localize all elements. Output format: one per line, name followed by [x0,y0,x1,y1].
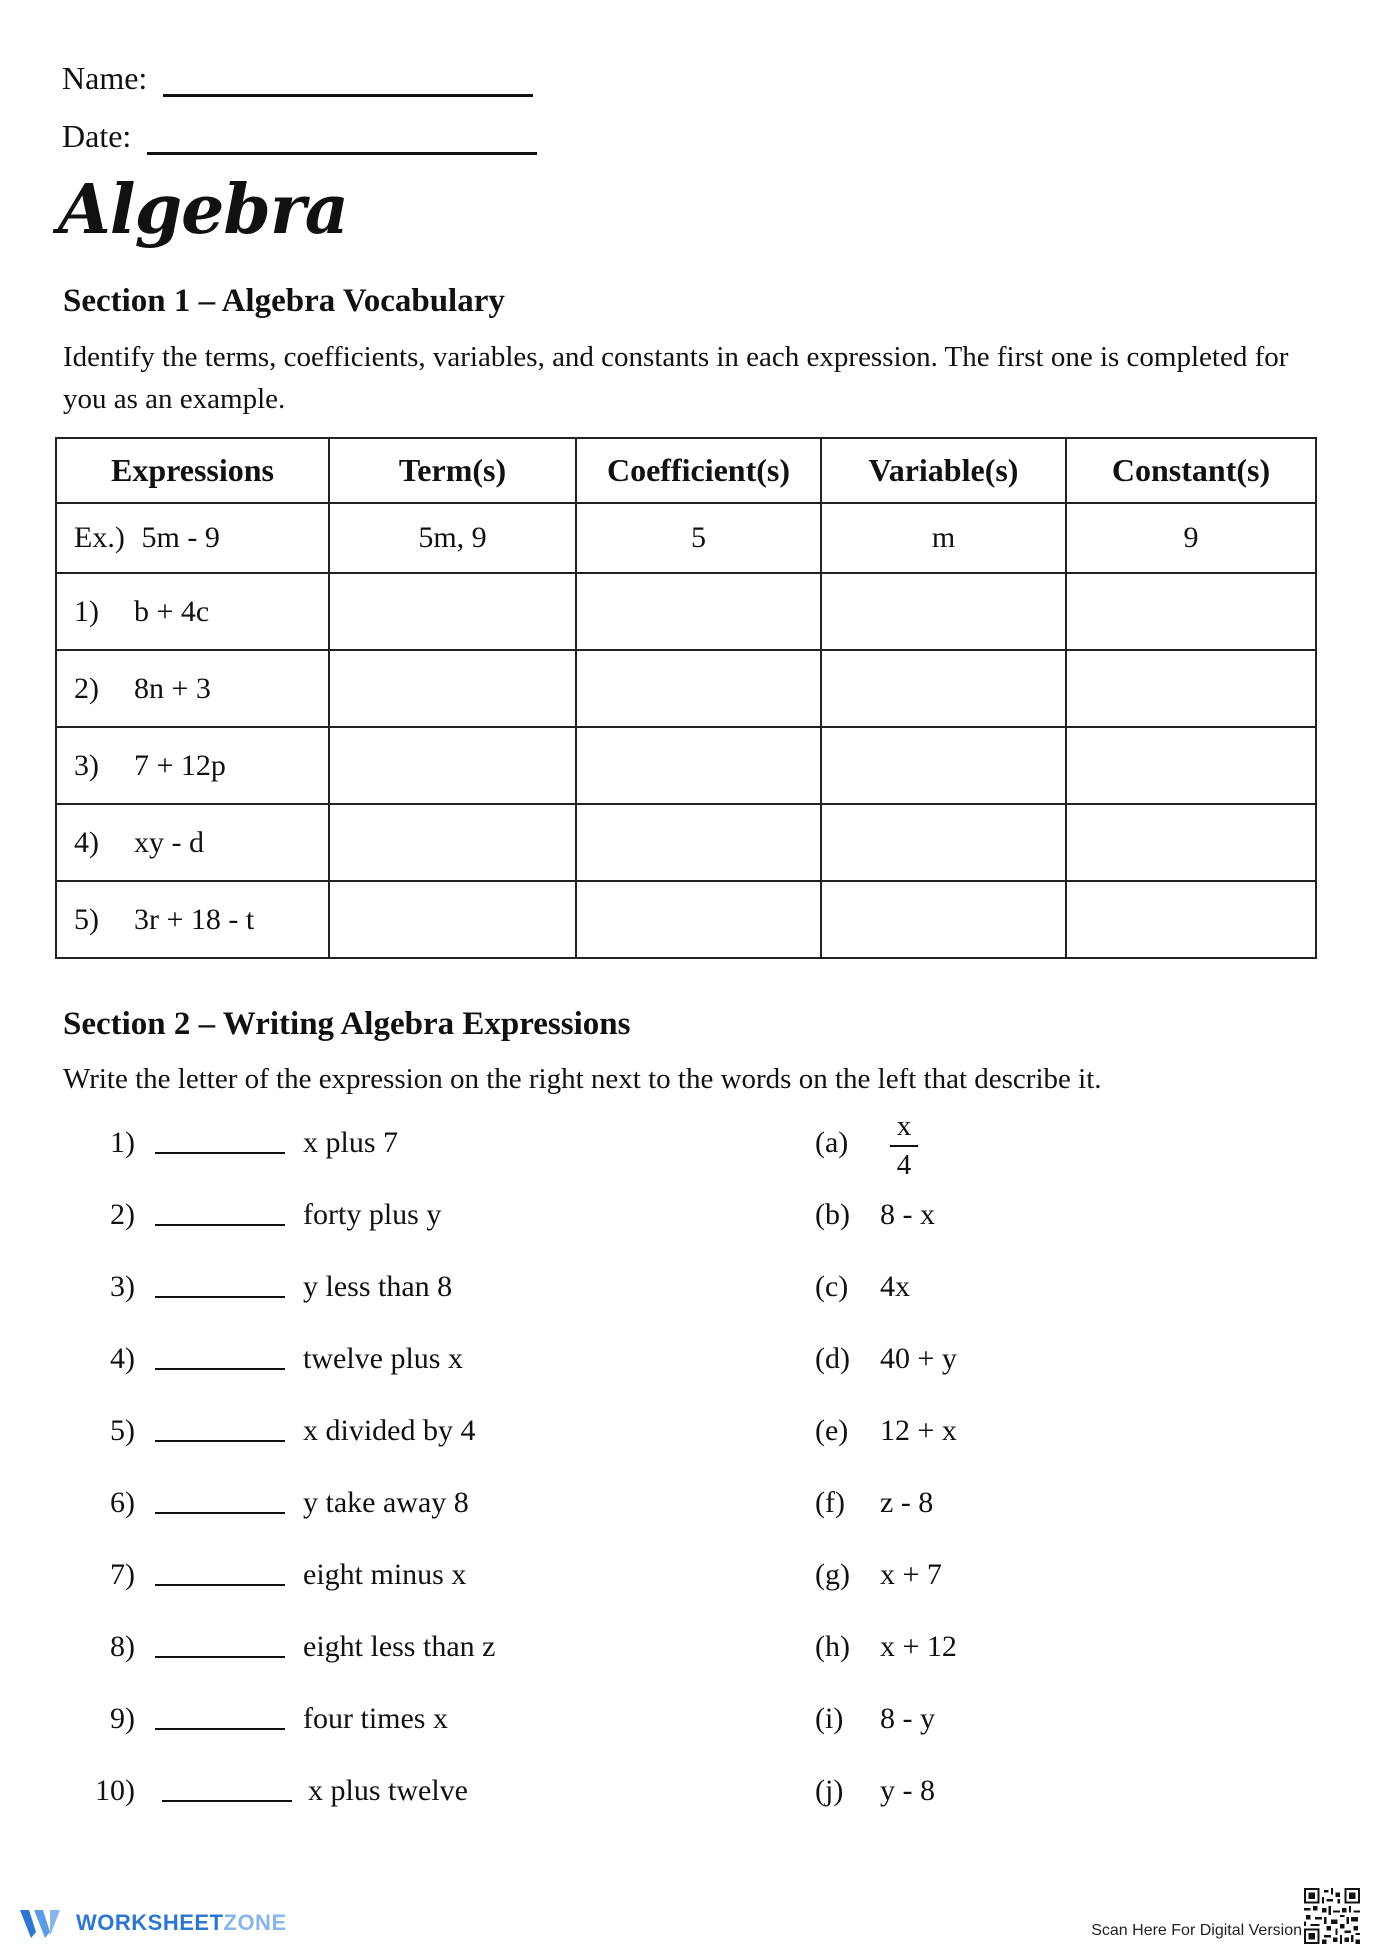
col-header-constants: Constant(s) [1066,438,1316,503]
answer-blank[interactable] [155,1224,285,1226]
page-title: Algebra [58,170,348,250]
answer-blank[interactable] [155,1656,285,1658]
option-expression: 40 + y [880,1342,957,1375]
worksheetzone-logo-icon [20,1908,66,1940]
expression-cell [56,650,329,727]
match-item [0,1622,1376,1672]
expression-text: xy - d [134,825,204,859]
variables-answer-cell[interactable] [821,804,1066,881]
answer-blank[interactable] [155,1152,285,1154]
section2-instructions: Write the letter of the expression on the right next to the words on the left that describe it. [63,1063,1102,1095]
option-letter: (f) [815,1486,845,1519]
match-item [0,1694,1376,1744]
word-phrase: x divided by 4 [303,1414,476,1447]
terms-answer-cell[interactable] [329,881,576,958]
match-item [0,1262,1376,1312]
option-letter: (g) [815,1558,850,1591]
col-header-coefficients: Coefficient(s) [576,438,821,503]
name-input-line[interactable] [163,94,533,97]
table-header-row [56,438,1316,503]
word-phrase: four times x [303,1702,448,1735]
col-header-expressions: Expressions [56,438,329,503]
col-header-variables: Variable(s) [821,438,1066,503]
option-letter: (i) [815,1702,844,1735]
option-expression: y - 8 [880,1774,935,1807]
constants-answer-cell[interactable] [1066,881,1316,958]
match-item [0,1478,1376,1528]
option-expression: x + 12 [880,1630,957,1663]
scan-caption: Scan Here For Digital Version [1091,1922,1302,1939]
word-phrase: x plus 7 [303,1126,399,1159]
word-phrase: twelve plus x [303,1342,463,1375]
item-number: 8) [110,1630,135,1663]
brand-secondary: ZONE [223,1910,287,1935]
option-letter: (c) [815,1270,849,1303]
answer-blank[interactable] [155,1728,285,1730]
variables-answer-cell[interactable] [821,650,1066,727]
variables-answer-cell[interactable] [821,727,1066,804]
option-letter: (h) [815,1630,850,1663]
match-item [0,1406,1376,1456]
constants-cell: 9 [1066,503,1316,573]
item-number: 6) [110,1486,135,1519]
item-number: 10) [95,1774,135,1807]
row-number: 4) [74,825,99,859]
expression-cell [56,503,329,573]
expression-cell [56,804,329,881]
table-row [56,573,1316,650]
terms-answer-cell[interactable] [329,804,576,881]
word-phrase: eight less than z [303,1630,496,1663]
coefficients-answer-cell[interactable] [576,650,821,727]
expression-text: 3r + 18 - t [134,902,255,936]
fraction-bar [890,1145,918,1147]
answer-blank[interactable] [155,1584,285,1586]
variables-cell: m [821,503,1066,573]
item-number: 9) [110,1702,135,1735]
terms-answer-cell[interactable] [329,573,576,650]
row-number: 5) [74,902,99,936]
answer-blank[interactable] [155,1368,285,1370]
row-number: Ex.) [74,521,125,554]
coefficients-answer-cell[interactable] [576,573,821,650]
item-number: 7) [110,1558,135,1591]
table-row [56,650,1316,727]
answer-blank[interactable] [155,1296,285,1298]
match-item [0,1766,1376,1816]
match-item [0,1334,1376,1384]
brand-primary: WORKSHEET [76,1910,224,1935]
table-row [56,881,1316,958]
option-expression: 8 - x [880,1198,935,1231]
fraction-expression [890,1110,918,1182]
section1-heading: Section 1 – Algebra Vocabulary [63,283,505,319]
option-expression: 8 - y [880,1702,935,1735]
item-number: 3) [110,1270,135,1303]
option-letter: (e) [815,1414,849,1447]
word-phrase: y take away 8 [303,1486,469,1519]
match-item [0,1190,1376,1240]
row-number: 3) [74,748,99,782]
table-row-example [56,503,1316,573]
option-expression: 4x [880,1270,910,1303]
word-phrase: y less than 8 [303,1270,453,1303]
section1-instructions: Identify the terms, coefficients, variables, and constants in each expression. The first one is completed for you as an example. [63,341,1289,415]
item-number: 5) [110,1414,135,1447]
table-row [56,804,1316,881]
name-label: Name: [62,60,148,96]
answer-blank[interactable] [162,1800,292,1802]
terms-cell: 5m, 9 [329,503,576,573]
coefficients-answer-cell[interactable] [576,881,821,958]
item-number: 1) [110,1126,135,1159]
word-phrase: forty plus y [303,1198,442,1231]
option-letter: (j) [815,1774,844,1807]
option-expression: x + 7 [880,1558,942,1591]
date-input-line[interactable] [147,152,537,155]
constants-answer-cell[interactable] [1066,573,1316,650]
option-letter: (b) [815,1198,850,1231]
row-number: 2) [74,671,99,705]
option-letter: (a) [815,1126,849,1159]
answer-blank[interactable] [155,1512,285,1514]
expression-text: b + 4c [134,594,210,628]
date-label: Date: [62,118,132,154]
match-item [0,1118,1376,1168]
expression-text: 7 + 12p [134,748,226,782]
match-item [0,1550,1376,1600]
item-number: 2) [110,1198,135,1231]
constants-answer-cell[interactable] [1066,650,1316,727]
expression-cell [56,881,329,958]
variables-answer-cell[interactable] [821,573,1066,650]
row-number: 1) [74,594,99,628]
word-phrase: x plus twelve [308,1774,468,1807]
terms-answer-cell[interactable] [329,727,576,804]
table-row [56,727,1316,804]
coefficients-cell: 5 [576,503,821,573]
expression-cell [56,573,329,650]
fraction-denominator: 4 [896,1149,912,1181]
option-expression: 12 + x [880,1414,957,1447]
word-phrase: eight minus x [303,1558,467,1591]
expression-text: 8n + 3 [134,671,211,705]
option-letter: (d) [815,1342,850,1375]
terms-answer-cell[interactable] [329,650,576,727]
section2-heading: Section 2 – Writing Algebra Expressions [63,1006,631,1042]
fraction-numerator: x [896,1110,912,1142]
vocabulary-table [55,437,1317,959]
constants-answer-cell[interactable] [1066,804,1316,881]
variables-answer-cell[interactable] [821,881,1066,958]
expression-text: 5m - 9 [141,521,220,554]
expression-cell [56,727,329,804]
brand-logo-text[interactable] [76,1910,287,1936]
constants-answer-cell[interactable] [1066,727,1316,804]
coefficients-answer-cell[interactable] [576,727,821,804]
col-header-terms: Term(s) [329,438,576,503]
item-number: 4) [110,1342,135,1375]
coefficients-answer-cell[interactable] [576,804,821,881]
answer-blank[interactable] [155,1440,285,1442]
option-expression: z - 8 [880,1486,934,1519]
qr-code-icon[interactable] [1304,1888,1360,1944]
